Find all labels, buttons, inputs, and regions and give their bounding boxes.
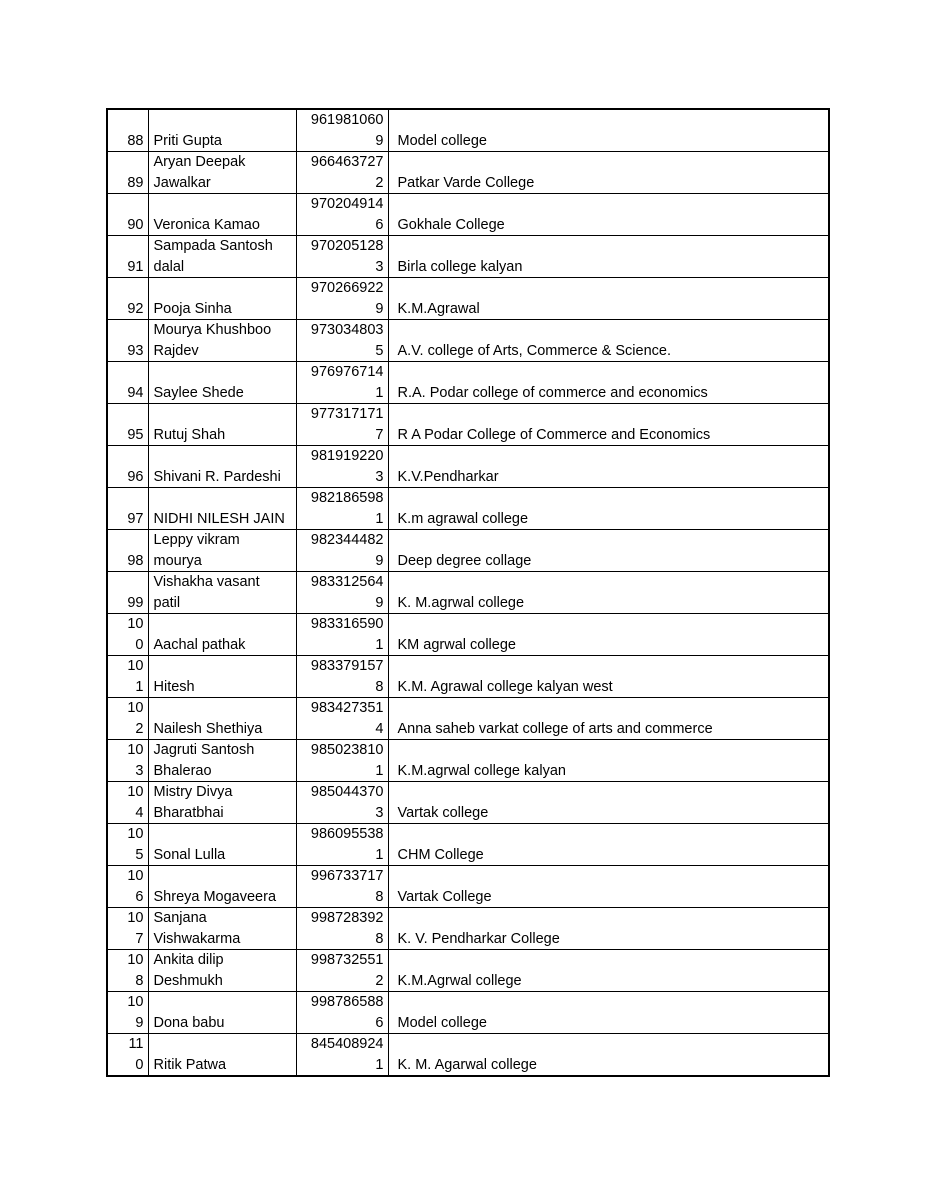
student-name-cell	[148, 866, 296, 908]
college-name: Vartak College	[397, 888, 492, 905]
college-name: CHM College	[397, 846, 484, 863]
row-number-cell	[107, 109, 148, 152]
phone-number: 983316590 1	[310, 616, 384, 653]
row-number-cell	[107, 1034, 148, 1077]
row-number: 10 8	[127, 952, 144, 989]
row-number-cell	[107, 824, 148, 866]
table-row	[107, 866, 829, 908]
row-number-cell	[107, 740, 148, 782]
student-name-cell	[148, 152, 296, 194]
college-name-cell	[388, 614, 829, 656]
phone-number: 998786588 6	[310, 994, 384, 1031]
student-name: Jagruti Santosh Bhalerao	[153, 742, 255, 779]
row-number: 98	[127, 552, 144, 569]
phone-number-cell	[296, 656, 388, 698]
student-name: Sampada Santosh dalal	[153, 238, 273, 275]
student-table	[106, 108, 830, 1077]
table-row	[107, 656, 829, 698]
college-name: Model college	[397, 1014, 487, 1031]
student-name-cell	[148, 236, 296, 278]
row-number-cell	[107, 362, 148, 404]
college-name-cell	[388, 866, 829, 908]
student-name: Aachal pathak	[153, 636, 246, 653]
student-name: Veronica Kamao	[153, 216, 260, 233]
student-name-cell	[148, 740, 296, 782]
college-name-cell	[388, 656, 829, 698]
student-name-cell	[148, 404, 296, 446]
phone-number-cell	[296, 320, 388, 362]
row-number: 10 9	[127, 994, 144, 1031]
phone-number-cell	[296, 446, 388, 488]
student-name-cell	[148, 698, 296, 740]
college-name: R A Podar College of Commerce and Economics	[397, 426, 711, 443]
student-name: Rutuj Shah	[153, 426, 226, 443]
student-name-cell	[148, 572, 296, 614]
table-row	[107, 404, 829, 446]
row-number: 10 0	[127, 616, 144, 653]
college-name: K.M.Agrawal	[397, 300, 480, 317]
phone-number: 970205128 3	[310, 238, 384, 275]
college-name-cell	[388, 950, 829, 992]
row-number: 93	[127, 342, 144, 359]
row-number: 10 3	[127, 742, 144, 779]
row-number-cell	[107, 320, 148, 362]
college-name-cell	[388, 1034, 829, 1077]
phone-number: 981919220 3	[310, 448, 384, 485]
row-number-cell	[107, 698, 148, 740]
table-row	[107, 950, 829, 992]
phone-number-cell	[296, 824, 388, 866]
phone-number: 845408924 1	[310, 1036, 384, 1073]
row-number-cell	[107, 572, 148, 614]
college-name: Patkar Varde College	[397, 174, 535, 191]
student-name: Leppy vikram mourya	[153, 532, 240, 569]
row-number: 92	[127, 300, 144, 317]
row-number: 10 1	[127, 658, 144, 695]
phone-number: 976976714 1	[310, 364, 384, 401]
row-number-cell	[107, 488, 148, 530]
student-name: Saylee Shede	[153, 384, 244, 401]
table-row	[107, 1034, 829, 1077]
phone-number: 973034803 5	[310, 322, 384, 359]
student-name-cell	[148, 362, 296, 404]
table-row	[107, 109, 829, 152]
student-name-cell	[148, 530, 296, 572]
college-name-cell	[388, 194, 829, 236]
row-number-cell	[107, 908, 148, 950]
college-name-cell	[388, 362, 829, 404]
phone-number: 966463727 2	[310, 154, 384, 191]
phone-number-cell	[296, 698, 388, 740]
student-name-cell	[148, 908, 296, 950]
college-name-cell	[388, 782, 829, 824]
table-row	[107, 446, 829, 488]
college-name: K.M.agrwal college kalyan	[397, 762, 566, 779]
phone-number: 982344482 9	[310, 532, 384, 569]
college-name: Model college	[397, 132, 487, 149]
table-row	[107, 236, 829, 278]
phone-number: 985023810 1	[310, 742, 384, 779]
student-name: Sanjana Vishwakarma	[153, 910, 241, 947]
college-name: K.V.Pendharkar	[397, 468, 499, 485]
student-name: Aryan Deepak Jawalkar	[153, 154, 246, 191]
phone-number-cell	[296, 404, 388, 446]
phone-number-cell	[296, 152, 388, 194]
row-number: 90	[127, 216, 144, 233]
college-name-cell	[388, 236, 829, 278]
table-row	[107, 530, 829, 572]
phone-number: 998732551 2	[310, 952, 384, 989]
college-name: K.M. Agrawal college kalyan west	[397, 678, 613, 695]
table-row	[107, 278, 829, 320]
student-name-cell	[148, 194, 296, 236]
row-number: 10 4	[127, 784, 144, 821]
phone-number-cell	[296, 362, 388, 404]
row-number: 96	[127, 468, 144, 485]
student-name: Dona babu	[153, 1014, 225, 1031]
college-name-cell	[388, 488, 829, 530]
row-number: 88	[127, 132, 144, 149]
college-name: Birla college kalyan	[397, 258, 523, 275]
table-row	[107, 488, 829, 530]
student-name: Priti Gupta	[153, 132, 222, 149]
row-number-cell	[107, 950, 148, 992]
phone-number-cell	[296, 992, 388, 1034]
phone-number-cell	[296, 1034, 388, 1077]
phone-number: 983427351 4	[310, 700, 384, 737]
table-row	[107, 152, 829, 194]
college-name: Vartak college	[397, 804, 489, 821]
row-number-cell	[107, 530, 148, 572]
table-row	[107, 824, 829, 866]
phone-number-cell	[296, 740, 388, 782]
row-number: 95	[127, 426, 144, 443]
table-row	[107, 782, 829, 824]
phone-number: 998728392 8	[310, 910, 384, 947]
phone-number-cell	[296, 614, 388, 656]
phone-number: 961981060 9	[310, 112, 384, 149]
student-name-cell	[148, 782, 296, 824]
college-name: K.m agrawal college	[397, 510, 529, 527]
student-name: Mourya Khushboo Rajdev	[153, 322, 272, 359]
college-name-cell	[388, 278, 829, 320]
student-name-cell	[148, 1034, 296, 1077]
college-name: KM agrwal college	[397, 636, 516, 653]
row-number: 99	[127, 594, 144, 611]
phone-number: 970266922 9	[310, 280, 384, 317]
phone-number: 985044370 3	[310, 784, 384, 821]
college-name-cell	[388, 404, 829, 446]
phone-number: 983379157 8	[310, 658, 384, 695]
student-name: Ritik Patwa	[153, 1056, 227, 1073]
row-number-cell	[107, 992, 148, 1034]
student-name-cell	[148, 488, 296, 530]
phone-number-cell	[296, 572, 388, 614]
table-row	[107, 614, 829, 656]
student-name: Pooja Sinha	[153, 300, 232, 317]
phone-number: 996733717 8	[310, 868, 384, 905]
student-name-cell	[148, 992, 296, 1034]
college-name-cell	[388, 992, 829, 1034]
college-name: Anna saheb varkat college of arts and commerce	[397, 720, 713, 737]
student-name-cell	[148, 950, 296, 992]
table-row	[107, 194, 829, 236]
table-row	[107, 992, 829, 1034]
phone-number-cell	[296, 908, 388, 950]
table-row	[107, 572, 829, 614]
college-name-cell	[388, 320, 829, 362]
row-number-cell	[107, 782, 148, 824]
student-name: Nailesh Shethiya	[153, 720, 263, 737]
college-name-cell	[388, 109, 829, 152]
college-name-cell	[388, 908, 829, 950]
phone-number-cell	[296, 194, 388, 236]
phone-number: 982186598 1	[310, 490, 384, 527]
college-name: K.M.Agrwal college	[397, 972, 522, 989]
student-name-cell	[148, 614, 296, 656]
table-row	[107, 698, 829, 740]
student-name: Shivani R. Pardeshi	[153, 468, 281, 485]
student-name-cell	[148, 656, 296, 698]
student-name: NIDHI NILESH JAIN	[153, 510, 285, 527]
row-number-cell	[107, 404, 148, 446]
phone-number-cell	[296, 530, 388, 572]
college-name-cell	[388, 824, 829, 866]
row-number: 10 7	[127, 910, 144, 947]
row-number: 10 6	[127, 868, 144, 905]
row-number-cell	[107, 866, 148, 908]
college-name: K. M. Agarwal college	[397, 1056, 537, 1073]
college-name-cell	[388, 572, 829, 614]
college-name: R.A. Podar college of commerce and economics	[397, 384, 708, 401]
student-name: Hitesh	[153, 678, 195, 695]
row-number-cell	[107, 446, 148, 488]
college-name-cell	[388, 740, 829, 782]
phone-number-cell	[296, 109, 388, 152]
phone-number-cell	[296, 866, 388, 908]
row-number: 10 5	[127, 826, 144, 863]
row-number-cell	[107, 152, 148, 194]
phone-number-cell	[296, 488, 388, 530]
college-name-cell	[388, 446, 829, 488]
row-number-cell	[107, 614, 148, 656]
student-name: Sonal Lulla	[153, 846, 226, 863]
college-name-cell	[388, 152, 829, 194]
college-name: A.V. college of Arts, Commerce & Science.	[397, 342, 671, 359]
college-name: Deep degree collage	[397, 552, 532, 569]
phone-number: 983312564 9	[310, 574, 384, 611]
college-name: K. V. Pendharkar College	[397, 930, 560, 947]
phone-number-cell	[296, 782, 388, 824]
student-name-cell	[148, 278, 296, 320]
college-name-cell	[388, 530, 829, 572]
student-name-cell	[148, 824, 296, 866]
student-name: Ankita dilip Deshmukh	[153, 952, 224, 989]
row-number: 94	[127, 384, 144, 401]
phone-number-cell	[296, 278, 388, 320]
student-name: Shreya Mogaveera	[153, 888, 277, 905]
student-name-cell	[148, 446, 296, 488]
row-number: 89	[127, 174, 144, 191]
table-body	[107, 109, 829, 1076]
table-row	[107, 740, 829, 782]
row-number-cell	[107, 194, 148, 236]
phone-number: 977317171 7	[310, 406, 384, 443]
table-row	[107, 908, 829, 950]
student-name: Mistry Divya Bharatbhai	[153, 784, 233, 821]
student-name-cell	[148, 320, 296, 362]
student-name-cell	[148, 109, 296, 152]
table-row	[107, 320, 829, 362]
row-number-cell	[107, 236, 148, 278]
college-name-cell	[388, 698, 829, 740]
row-number: 11 0	[128, 1036, 144, 1073]
row-number-cell	[107, 656, 148, 698]
row-number: 91	[127, 258, 144, 275]
college-name: K. M.agrwal college	[397, 594, 525, 611]
phone-number-cell	[296, 236, 388, 278]
row-number-cell	[107, 278, 148, 320]
row-number: 10 2	[127, 700, 144, 737]
table-row	[107, 362, 829, 404]
college-name: Gokhale College	[397, 216, 505, 233]
student-name: Vishakha vasant patil	[153, 574, 260, 611]
row-number: 97	[127, 510, 144, 527]
phone-number: 970204914 6	[310, 196, 384, 233]
phone-number: 986095538 1	[310, 826, 384, 863]
phone-number-cell	[296, 950, 388, 992]
